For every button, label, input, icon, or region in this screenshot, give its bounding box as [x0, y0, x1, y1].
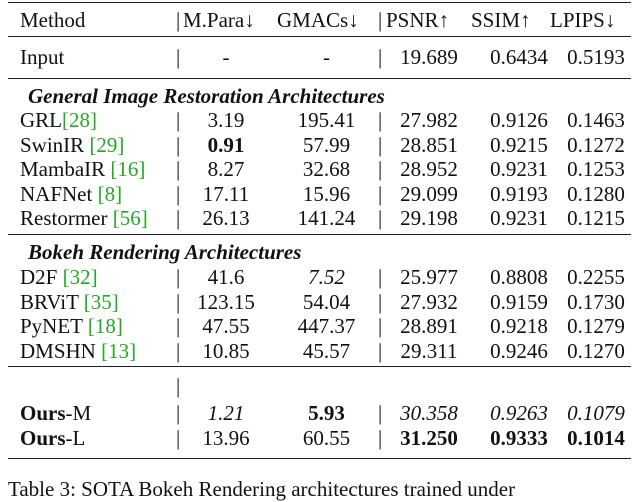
method-suffix: -M	[65, 401, 92, 425]
bokeh-gmacs: 45.57	[302, 338, 351, 363]
general-ssim: 0.9215	[490, 132, 548, 157]
method-name: SwinIR	[20, 132, 90, 157]
method-name: GRL	[20, 108, 62, 132]
ours-row	[0, 400, 640, 426]
divider: |	[176, 289, 181, 314]
bokeh-lpips: 0.1279	[567, 314, 625, 338]
general-row	[0, 132, 640, 158]
bokeh-gmacs: 447.37	[297, 314, 356, 338]
bottom-rule	[8, 458, 631, 459]
bokeh-gmacs: 54.04	[302, 289, 351, 314]
ours-lpips: 0.1014	[567, 426, 625, 450]
method-name: D2F	[20, 265, 63, 289]
section-bokeh-title: Bokeh Rendering Architectures	[28, 240, 302, 264]
bokeh-lpips: 0.1730	[567, 289, 625, 314]
header-divider-2: |	[378, 8, 383, 32]
general-mpara: 26.13	[202, 206, 250, 230]
bokeh-mpara: 41.6	[207, 265, 245, 289]
general-lpips: 0.1463	[567, 108, 625, 132]
general-lpips: 0.1253	[567, 157, 625, 181]
divider: |	[176, 108, 181, 132]
input-row	[0, 44, 640, 70]
header-psnr: PSNR↑	[386, 8, 450, 32]
general-gmacs: 141.24	[297, 206, 356, 230]
general-gmacs: 32.68	[302, 157, 351, 181]
header-lpips: LPIPS↓	[550, 8, 616, 32]
input-gmacs: -	[323, 45, 330, 69]
citation-ref: [13]	[101, 338, 137, 363]
bokeh-lpips: 0.2255	[567, 265, 625, 289]
ours-mpara: 13.96	[202, 426, 250, 450]
divider: |	[378, 132, 383, 157]
general-ssim: 0.9193	[490, 181, 548, 206]
general-gmacs: 57.99	[302, 132, 351, 157]
divider: |	[378, 157, 383, 181]
divider: |	[176, 157, 181, 181]
general-method	[20, 156, 145, 182]
input-rule	[8, 78, 631, 79]
method-suffix: -L	[65, 426, 86, 450]
section-general-title: General Image Restoration Architectures	[28, 84, 385, 108]
divider: |	[176, 314, 181, 338]
ours-method	[20, 425, 85, 451]
header-ssim: SSIM↑	[471, 8, 531, 32]
header-rule	[8, 36, 631, 37]
ours-gmacs: 60.55	[302, 426, 351, 450]
bokeh-mpara: 10.85	[202, 338, 250, 363]
divider: |	[378, 314, 383, 338]
bokeh-method	[20, 264, 98, 290]
table-caption: Table 3: SOTA Bokeh Rendering architectures trained under	[8, 477, 516, 501]
general-lpips: 0.1280	[567, 181, 625, 206]
ours-row	[0, 425, 640, 451]
bokeh-row	[0, 313, 640, 339]
input-mpara: -	[222, 45, 230, 69]
method-name: NAFNet	[20, 181, 98, 206]
method-name: BRViT	[20, 289, 84, 314]
divider: |	[378, 289, 383, 314]
input-method: Input	[20, 45, 65, 69]
bokeh-mpara: 47.55	[202, 314, 250, 338]
citation-ref: [35]	[83, 289, 119, 314]
general-gmacs: 15.96	[302, 181, 351, 206]
general-method	[20, 132, 124, 158]
divider: |	[176, 181, 181, 206]
general-mpara: 8.27	[207, 157, 245, 181]
divider: |	[176, 426, 181, 450]
bokeh-row	[0, 338, 640, 364]
bokeh-psnr: 28.891	[400, 314, 458, 338]
general-gmacs: 195.41	[297, 108, 356, 132]
general-row	[0, 156, 640, 182]
ours-method	[20, 400, 91, 426]
bokeh-method	[20, 289, 119, 315]
ours-lpips: 0.1079	[567, 401, 625, 425]
divider: |	[378, 206, 383, 230]
bokeh-method	[20, 338, 136, 364]
divider: |	[378, 181, 383, 206]
divider: |	[176, 45, 181, 69]
divider: |	[378, 265, 383, 289]
header-divider-1: |	[176, 8, 181, 32]
input-psnr: 19.689	[400, 45, 458, 69]
bokeh-ssim: 0.9218	[490, 314, 548, 338]
bokeh-ssim: 0.9159	[490, 289, 548, 314]
divider: |	[176, 401, 181, 425]
bokeh-lpips: 0.1270	[567, 338, 625, 363]
bokeh-psnr: 29.311	[400, 338, 458, 363]
citation-ref: [18]	[87, 314, 123, 338]
general-psnr: 29.099	[400, 181, 458, 206]
header-gmacs: GMACs↓	[277, 8, 359, 32]
ours-mpara: 1.21	[207, 401, 245, 425]
general-method	[20, 107, 97, 133]
bokeh-rule	[8, 366, 631, 367]
general-method	[20, 205, 148, 231]
divider: |	[378, 426, 383, 450]
general-psnr: 28.952	[400, 157, 458, 181]
method-name-bold: Ours	[20, 401, 66, 425]
general-lpips: 0.1215	[567, 206, 625, 230]
header-mpara: M.Para↓	[183, 8, 255, 32]
general-psnr: 27.982	[400, 108, 458, 132]
general-mpara: 0.91	[207, 132, 245, 157]
ours-spacer-divider: |	[176, 374, 181, 398]
bokeh-ssim: 0.9246	[490, 338, 548, 363]
general-mpara: 3.19	[207, 108, 245, 132]
divider: |	[378, 45, 383, 69]
header-method: Method	[20, 8, 86, 32]
bokeh-row	[0, 289, 640, 315]
ours-psnr: 30.358	[400, 401, 458, 425]
bokeh-row	[0, 264, 640, 290]
citation-ref: [29]	[89, 132, 125, 157]
general-ssim: 0.9231	[490, 157, 548, 181]
citation-ref: [56]	[112, 206, 148, 230]
method-name: DMSHN	[20, 338, 102, 363]
citation-ref: [8]	[97, 181, 123, 206]
divider: |	[378, 338, 383, 363]
method-name-bold: Ours	[20, 426, 66, 450]
bokeh-psnr: 27.932	[400, 289, 458, 314]
divider: |	[176, 132, 181, 157]
divider: |	[378, 108, 383, 132]
divider: |	[176, 265, 181, 289]
citation-ref: [16]	[110, 157, 146, 181]
citation-ref: [28]	[62, 108, 97, 132]
ours-psnr: 31.250	[400, 426, 458, 450]
citation-ref: [32]	[62, 265, 98, 289]
general-mpara: 17.11	[202, 181, 250, 206]
general-psnr: 28.851	[400, 132, 458, 157]
method-name: Restormer	[20, 206, 113, 230]
bokeh-psnr: 25.977	[400, 265, 458, 289]
ours-gmacs: 5.93	[308, 401, 345, 425]
general-ssim: 0.9126	[490, 108, 548, 132]
divider: |	[176, 338, 181, 363]
method-name: PyNET	[20, 314, 88, 338]
bokeh-mpara: 123.15	[197, 289, 255, 314]
general-row	[0, 181, 640, 207]
general-row	[0, 107, 640, 133]
bokeh-method	[20, 313, 123, 339]
ours-ssim: 0.9263	[490, 401, 548, 425]
header-row	[0, 7, 640, 33]
bokeh-ssim: 0.8808	[490, 265, 548, 289]
divider: |	[176, 206, 181, 230]
bokeh-gmacs: 7.52	[308, 265, 345, 289]
general-method	[20, 181, 122, 207]
general-lpips: 0.1272	[567, 132, 625, 157]
input-lpips: 0.5193	[567, 45, 625, 69]
method-name: MambaIR	[20, 157, 111, 181]
general-psnr: 29.198	[400, 206, 458, 230]
general-ssim: 0.9231	[490, 206, 548, 230]
input-ssim: 0.6434	[490, 45, 548, 69]
ours-ssim: 0.9333	[490, 426, 548, 450]
divider: |	[378, 401, 383, 425]
general-row	[0, 205, 640, 231]
top-rule	[8, 2, 631, 3]
general-rule	[8, 234, 631, 235]
